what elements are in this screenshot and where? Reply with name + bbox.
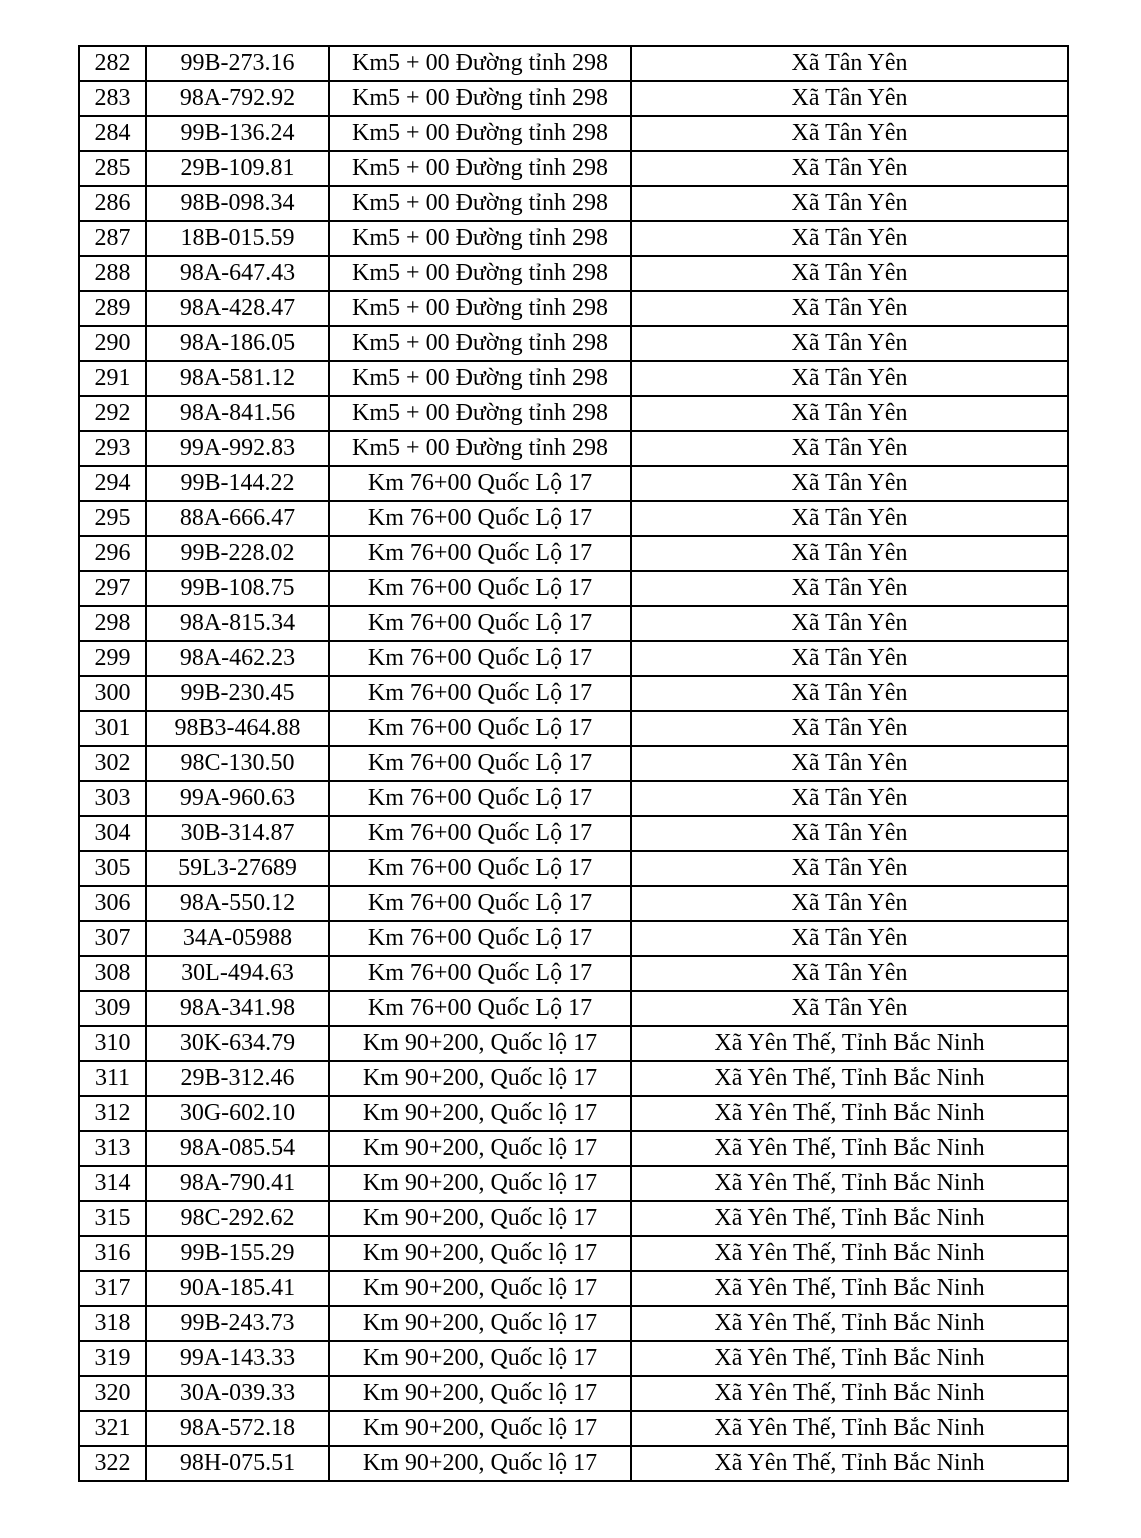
table-row: [79, 466, 1068, 501]
location-cell: Km 90+200, Quốc lộ 17: [329, 1061, 631, 1096]
place-cell: Xã Tân Yên: [631, 431, 1068, 466]
plate-cell: 30K-634.79: [146, 1026, 329, 1061]
location-cell: Km 76+00 Quốc Lộ 17: [329, 501, 631, 536]
table-row: [79, 1061, 1068, 1096]
location-cell: Km 76+00 Quốc Lộ 17: [329, 466, 631, 501]
index-cell: 316: [79, 1236, 146, 1271]
index-cell: 308: [79, 956, 146, 991]
table-row: [79, 886, 1068, 921]
table-row: [79, 641, 1068, 676]
plate-cell: 98B-098.34: [146, 186, 329, 221]
location-cell: Km5 + 00 Đường tỉnh 298: [329, 431, 631, 466]
index-cell: 295: [79, 501, 146, 536]
place-cell: Xã Yên Thế, Tỉnh Bắc Ninh: [631, 1026, 1068, 1061]
index-cell: 290: [79, 326, 146, 361]
place-cell: Xã Yên Thế, Tỉnh Bắc Ninh: [631, 1341, 1068, 1376]
place-cell: Xã Yên Thế, Tỉnh Bắc Ninh: [631, 1236, 1068, 1271]
place-cell: Xã Tân Yên: [631, 396, 1068, 431]
place-cell: Xã Tân Yên: [631, 781, 1068, 816]
place-cell: Xã Yên Thế, Tỉnh Bắc Ninh: [631, 1411, 1068, 1446]
table-row: [79, 851, 1068, 886]
place-cell: Xã Tân Yên: [631, 886, 1068, 921]
plate-cell: 99A-960.63: [146, 781, 329, 816]
location-cell: Km 76+00 Quốc Lộ 17: [329, 851, 631, 886]
index-cell: 303: [79, 781, 146, 816]
index-cell: 314: [79, 1166, 146, 1201]
place-cell: Xã Tân Yên: [631, 606, 1068, 641]
index-cell: 302: [79, 746, 146, 781]
place-cell: Xã Tân Yên: [631, 711, 1068, 746]
table-row: [79, 361, 1068, 396]
table-row: [79, 956, 1068, 991]
index-cell: 288: [79, 256, 146, 291]
index-cell: 306: [79, 886, 146, 921]
plate-cell: 98C-292.62: [146, 1201, 329, 1236]
place-cell: Xã Tân Yên: [631, 186, 1068, 221]
table-row: [79, 256, 1068, 291]
plate-cell: 98A-841.56: [146, 396, 329, 431]
table-row: [79, 1166, 1068, 1201]
location-cell: Km 90+200, Quốc lộ 17: [329, 1306, 631, 1341]
plate-cell: 98A-428.47: [146, 291, 329, 326]
location-cell: Km5 + 00 Đường tỉnh 298: [329, 291, 631, 326]
place-cell: Xã Yên Thế, Tỉnh Bắc Ninh: [631, 1306, 1068, 1341]
location-cell: Km 90+200, Quốc lộ 17: [329, 1201, 631, 1236]
location-cell: Km 90+200, Quốc lộ 17: [329, 1166, 631, 1201]
index-cell: 292: [79, 396, 146, 431]
plate-cell: 99B-155.29: [146, 1236, 329, 1271]
table-row: [79, 991, 1068, 1026]
table-row: [79, 1096, 1068, 1131]
table-row: [79, 396, 1068, 431]
index-cell: 305: [79, 851, 146, 886]
table-row: [79, 151, 1068, 186]
table-row: [79, 291, 1068, 326]
plate-cell: 98A-550.12: [146, 886, 329, 921]
index-cell: 320: [79, 1376, 146, 1411]
location-cell: Km 76+00 Quốc Lộ 17: [329, 956, 631, 991]
table-row: [79, 921, 1068, 956]
place-cell: Xã Yên Thế, Tỉnh Bắc Ninh: [631, 1166, 1068, 1201]
location-cell: Km 76+00 Quốc Lộ 17: [329, 676, 631, 711]
table-row: [79, 1131, 1068, 1166]
place-cell: Xã Yên Thế, Tỉnh Bắc Ninh: [631, 1131, 1068, 1166]
place-cell: Xã Tân Yên: [631, 501, 1068, 536]
location-cell: Km5 + 00 Đường tỉnh 298: [329, 396, 631, 431]
place-cell: Xã Yên Thế, Tỉnh Bắc Ninh: [631, 1061, 1068, 1096]
location-cell: Km5 + 00 Đường tỉnh 298: [329, 151, 631, 186]
index-cell: 312: [79, 1096, 146, 1131]
plate-cell: 90A-185.41: [146, 1271, 329, 1306]
index-cell: 299: [79, 641, 146, 676]
location-cell: Km 76+00 Quốc Lộ 17: [329, 746, 631, 781]
table-row: [79, 1376, 1068, 1411]
index-cell: 282: [79, 46, 146, 81]
plate-cell: 98A-581.12: [146, 361, 329, 396]
plate-cell: 98A-790.41: [146, 1166, 329, 1201]
table-row: [79, 326, 1068, 361]
place-cell: Xã Yên Thế, Tỉnh Bắc Ninh: [631, 1271, 1068, 1306]
location-cell: Km 76+00 Quốc Lộ 17: [329, 536, 631, 571]
table-row: [79, 221, 1068, 256]
plate-cell: 99A-143.33: [146, 1341, 329, 1376]
index-cell: 313: [79, 1131, 146, 1166]
index-cell: 301: [79, 711, 146, 746]
plate-cell: 29B-109.81: [146, 151, 329, 186]
location-cell: Km5 + 00 Đường tỉnh 298: [329, 221, 631, 256]
table-row: [79, 1236, 1068, 1271]
table-row: [79, 186, 1068, 221]
index-cell: 310: [79, 1026, 146, 1061]
plate-cell: 99B-243.73: [146, 1306, 329, 1341]
plate-cell: 29B-312.46: [146, 1061, 329, 1096]
index-cell: 322: [79, 1446, 146, 1481]
index-cell: 283: [79, 81, 146, 116]
table-row: [79, 536, 1068, 571]
plate-cell: 98H-075.51: [146, 1446, 329, 1481]
table-row: [79, 1411, 1068, 1446]
location-cell: Km5 + 00 Đường tỉnh 298: [329, 116, 631, 151]
location-cell: Km 76+00 Quốc Lộ 17: [329, 921, 631, 956]
plate-cell: 98A-815.34: [146, 606, 329, 641]
plate-cell: 30L-494.63: [146, 956, 329, 991]
plate-cell: 98A-647.43: [146, 256, 329, 291]
location-cell: Km 90+200, Quốc lộ 17: [329, 1131, 631, 1166]
index-cell: 286: [79, 186, 146, 221]
place-cell: Xã Tân Yên: [631, 746, 1068, 781]
location-cell: Km5 + 00 Đường tỉnh 298: [329, 361, 631, 396]
plate-cell: 98A-186.05: [146, 326, 329, 361]
table-row: [79, 1341, 1068, 1376]
place-cell: Xã Tân Yên: [631, 851, 1068, 886]
index-cell: 296: [79, 536, 146, 571]
location-cell: Km 76+00 Quốc Lộ 17: [329, 641, 631, 676]
plate-cell: 30A-039.33: [146, 1376, 329, 1411]
table-row: [79, 1271, 1068, 1306]
plate-cell: 98C-130.50: [146, 746, 329, 781]
location-cell: Km 90+200, Quốc lộ 17: [329, 1376, 631, 1411]
plate-cell: 99B-136.24: [146, 116, 329, 151]
plate-cell: 98A-341.98: [146, 991, 329, 1026]
place-cell: Xã Tân Yên: [631, 81, 1068, 116]
plate-cell: 98B3-464.88: [146, 711, 329, 746]
table-row: [79, 1026, 1068, 1061]
table-row: [79, 1446, 1068, 1481]
plate-cell: 98A-462.23: [146, 641, 329, 676]
place-cell: Xã Tân Yên: [631, 116, 1068, 151]
index-cell: 287: [79, 221, 146, 256]
place-cell: Xã Tân Yên: [631, 816, 1068, 851]
place-cell: Xã Yên Thế, Tỉnh Bắc Ninh: [631, 1201, 1068, 1236]
index-cell: 298: [79, 606, 146, 641]
table-row: [79, 501, 1068, 536]
location-cell: Km 76+00 Quốc Lộ 17: [329, 606, 631, 641]
plate-cell: 98A-572.18: [146, 1411, 329, 1446]
plate-cell: 88A-666.47: [146, 501, 329, 536]
place-cell: Xã Yên Thế, Tỉnh Bắc Ninh: [631, 1446, 1068, 1481]
location-cell: Km5 + 00 Đường tỉnh 298: [329, 81, 631, 116]
plate-cell: 99B-230.45: [146, 676, 329, 711]
plate-cell: 98A-085.54: [146, 1131, 329, 1166]
index-cell: 284: [79, 116, 146, 151]
location-cell: Km 90+200, Quốc lộ 17: [329, 1341, 631, 1376]
index-cell: 311: [79, 1061, 146, 1096]
location-cell: Km 76+00 Quốc Lộ 17: [329, 816, 631, 851]
location-cell: Km 90+200, Quốc lộ 17: [329, 1096, 631, 1131]
table-row: [79, 1306, 1068, 1341]
location-cell: Km 90+200, Quốc lộ 17: [329, 1411, 631, 1446]
place-cell: Xã Tân Yên: [631, 151, 1068, 186]
plate-cell: 99B-108.75: [146, 571, 329, 606]
location-cell: Km 90+200, Quốc lộ 17: [329, 1271, 631, 1306]
place-cell: Xã Tân Yên: [631, 256, 1068, 291]
index-cell: 293: [79, 431, 146, 466]
place-cell: Xã Tân Yên: [631, 956, 1068, 991]
index-cell: 289: [79, 291, 146, 326]
table-row: [79, 1201, 1068, 1236]
place-cell: Xã Tân Yên: [631, 991, 1068, 1026]
table-row: [79, 746, 1068, 781]
plate-cell: 99B-144.22: [146, 466, 329, 501]
place-cell: Xã Tân Yên: [631, 361, 1068, 396]
plate-cell: 99B-273.16: [146, 46, 329, 81]
location-cell: Km 76+00 Quốc Lộ 17: [329, 711, 631, 746]
index-cell: 307: [79, 921, 146, 956]
index-cell: 317: [79, 1271, 146, 1306]
index-cell: 321: [79, 1411, 146, 1446]
index-cell: 319: [79, 1341, 146, 1376]
place-cell: Xã Tân Yên: [631, 221, 1068, 256]
index-cell: 285: [79, 151, 146, 186]
table-row: [79, 711, 1068, 746]
index-cell: 309: [79, 991, 146, 1026]
place-cell: Xã Tân Yên: [631, 466, 1068, 501]
plate-cell: 99B-228.02: [146, 536, 329, 571]
place-cell: Xã Yên Thế, Tỉnh Bắc Ninh: [631, 1376, 1068, 1411]
table-row: [79, 46, 1068, 81]
plate-cell: 99A-992.83: [146, 431, 329, 466]
table-row: [79, 81, 1068, 116]
index-cell: 304: [79, 816, 146, 851]
location-cell: Km5 + 00 Đường tỉnh 298: [329, 46, 631, 81]
index-cell: 318: [79, 1306, 146, 1341]
index-cell: 291: [79, 361, 146, 396]
index-cell: 300: [79, 676, 146, 711]
location-cell: Km 90+200, Quốc lộ 17: [329, 1026, 631, 1061]
place-cell: Xã Tân Yên: [631, 571, 1068, 606]
table-row: [79, 816, 1068, 851]
location-cell: Km5 + 00 Đường tỉnh 298: [329, 326, 631, 361]
location-cell: Km5 + 00 Đường tỉnh 298: [329, 186, 631, 221]
table-body: [79, 46, 1068, 1481]
location-cell: Km5 + 00 Đường tỉnh 298: [329, 256, 631, 291]
plate-cell: 18B-015.59: [146, 221, 329, 256]
table-row: [79, 116, 1068, 151]
place-cell: Xã Tân Yên: [631, 536, 1068, 571]
place-cell: Xã Tân Yên: [631, 641, 1068, 676]
table-row: [79, 571, 1068, 606]
index-cell: 315: [79, 1201, 146, 1236]
plate-cell: 34A-05988: [146, 921, 329, 956]
plate-cell: 98A-792.92: [146, 81, 329, 116]
table-row: [79, 676, 1068, 711]
location-cell: Km 76+00 Quốc Lộ 17: [329, 991, 631, 1026]
place-cell: Xã Tân Yên: [631, 921, 1068, 956]
location-cell: Km 90+200, Quốc lộ 17: [329, 1446, 631, 1481]
location-cell: Km 76+00 Quốc Lộ 17: [329, 781, 631, 816]
table-row: [79, 431, 1068, 466]
index-cell: 294: [79, 466, 146, 501]
location-cell: Km 76+00 Quốc Lộ 17: [329, 571, 631, 606]
location-cell: Km 90+200, Quốc lộ 17: [329, 1236, 631, 1271]
location-cell: Km 76+00 Quốc Lộ 17: [329, 886, 631, 921]
place-cell: Xã Tân Yên: [631, 291, 1068, 326]
place-cell: Xã Tân Yên: [631, 326, 1068, 361]
table-row: [79, 606, 1068, 641]
table-row: [79, 781, 1068, 816]
place-cell: Xã Tân Yên: [631, 46, 1068, 81]
index-cell: 297: [79, 571, 146, 606]
place-cell: Xã Tân Yên: [631, 676, 1068, 711]
plate-cell: 59L3-27689: [146, 851, 329, 886]
plate-cell: 30B-314.87: [146, 816, 329, 851]
vehicle-plate-table: [78, 45, 1069, 1482]
plate-cell: 30G-602.10: [146, 1096, 329, 1131]
place-cell: Xã Yên Thế, Tỉnh Bắc Ninh: [631, 1096, 1068, 1131]
